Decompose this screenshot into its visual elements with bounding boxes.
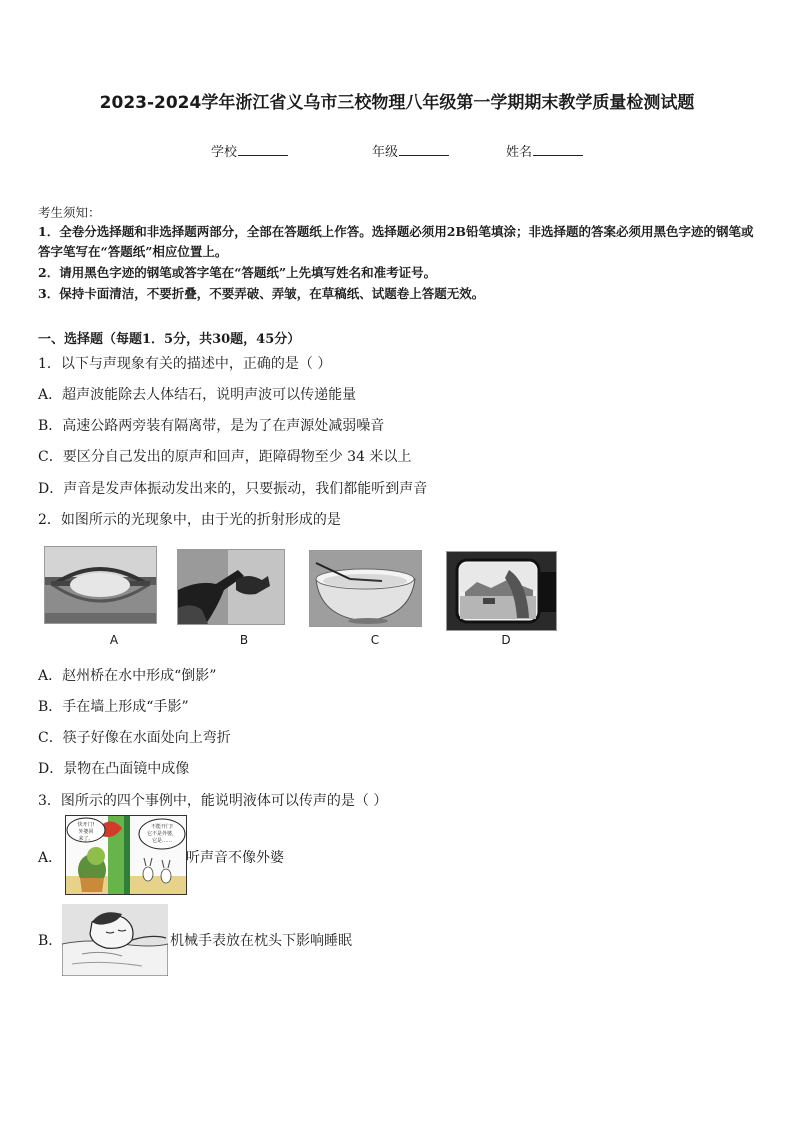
grade-label: 年级	[372, 145, 399, 160]
notice-item-2: 2．请用黑色字迹的钢笔或答字笔在“答题纸”上先填写姓名和准考证号。	[38, 265, 437, 280]
bubble-left-line-1: 快开门!	[77, 822, 95, 828]
q2-stem: 2．如图所示的光现象中，由于光的折射形成的是	[38, 512, 341, 528]
section-heading: 一、选择题（每题1．5分，共30题，45分）	[38, 332, 301, 347]
grade-field	[372, 141, 449, 160]
q3-option-a-label[interactable]: A．	[38, 850, 63, 866]
q3-option-a-text: 听声音不像外婆	[186, 850, 284, 866]
convex-mirror-image	[446, 551, 557, 631]
name-blank[interactable]	[533, 143, 583, 156]
q3-option-b-label[interactable]: B．	[38, 933, 63, 949]
q2-option-a[interactable]: A．赵州桥在水中形成“倒影”	[38, 668, 217, 684]
image-label-a: A	[109, 633, 119, 647]
sleeping-person-image	[62, 904, 168, 976]
chopstick-bowl-image	[309, 550, 422, 627]
q1-option-c[interactable]: C．要区分自己发出的原声和回声，距障碍物至少 34 米以上	[38, 449, 412, 465]
school-field	[211, 141, 288, 160]
name-field	[506, 141, 583, 160]
q3-stem: 3．图所示的四个事例中，能说明液体可以传声的是（ ）	[38, 793, 388, 809]
image-label-d: D	[501, 633, 511, 647]
q1-stem: 1．以下与声现象有关的描述中，正确的是（ ）	[38, 356, 332, 372]
q2-option-c[interactable]: C．筷子好像在水面处向上弯折	[38, 730, 231, 746]
school-label: 学校	[211, 145, 238, 160]
image-label-b: B	[239, 633, 249, 647]
q1-option-a[interactable]: A．超声波能除去人体结石，说明声波可以传递能量	[38, 387, 357, 403]
q1-option-d[interactable]: D．声音是发声体振动发出来的，只要振动，我们都能听到声音	[38, 481, 428, 497]
hand-shadow-image	[177, 549, 285, 625]
bridge-reflection-image	[44, 546, 157, 624]
school-blank[interactable]	[238, 143, 288, 156]
image-label-c: C	[370, 633, 380, 647]
bubble-right-line-3: 它是……	[151, 838, 173, 844]
q2-option-d[interactable]: D．景物在凸面镜中成像	[38, 761, 190, 777]
name-label: 姓名	[506, 145, 533, 160]
bubble-left-line-3: 来了。	[78, 836, 94, 842]
wolf-door-cartoon	[65, 815, 187, 895]
q3-option-b-text: 机械手表放在枕头下影响睡眠	[170, 933, 352, 949]
q2-option-b[interactable]: B．手在墙上形成“手影”	[38, 699, 189, 715]
exam-title: 2023-2024学年浙江省义乌市三校物理八年级第一学期期末教学质量检测试题	[99, 93, 695, 113]
notice-item-3: 3．保持卡面清洁，不要折叠，不要弄破、弄皱，在草稿纸、试题卷上答题无效。	[38, 286, 485, 301]
grade-blank[interactable]	[399, 143, 449, 156]
q1-option-b[interactable]: B．高速公路两旁装有隔离带，是为了在声源处减弱噪音	[38, 418, 385, 434]
bubble-left-line-2: 外婆回	[78, 829, 94, 835]
bubble-right-line-1: 不能开门!	[150, 824, 174, 830]
bubble-right-line-2: 它不是外婆，	[146, 831, 178, 837]
notice-heading: 考生须知：	[38, 205, 101, 220]
notice-item-1: 1．全卷分选择题和非选择题两部分，全部在答题纸上作答。选择题必须用2B铅笔填涂；非选择题的答案必须用黑色字迹的钢笔或答字笔写在“答题纸”相应位置上。	[38, 224, 754, 259]
